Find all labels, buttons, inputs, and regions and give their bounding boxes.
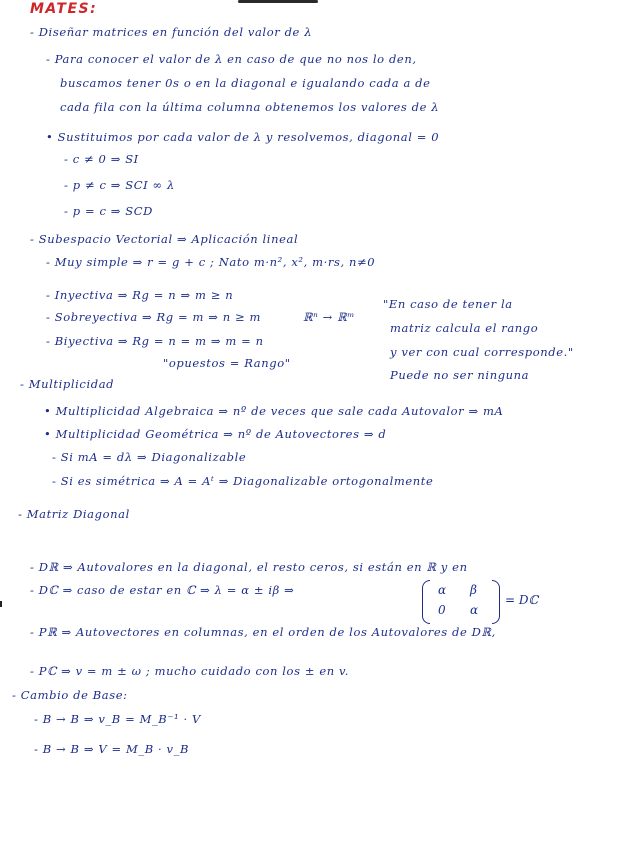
line-matriz-diagonal: - Matriz Diagonal	[18, 507, 130, 521]
line-para-conocer: - Para conocer el valor de λ en caso de que no nos lo den,	[46, 52, 417, 66]
line-case-si: - c ≠ 0 ⇒ SI	[64, 152, 139, 166]
line-subespacio: - Subespacio Vectorial ⇒ Aplicación lineal	[30, 232, 299, 246]
matrix-left-bracket	[422, 580, 430, 624]
line-biyectiva: - Biyectiva ⇒ Rg = n = m ⇒ m = n	[46, 334, 264, 348]
line-case-scd: - p = c ⇒ SCD	[64, 204, 153, 218]
line-diagonalizar: - Diseñar matrices en función del valor de λ	[30, 25, 313, 39]
line-pc: - Pℂ ⇒ v = m ± ω ; mucho cuidado con los ± en v.	[30, 664, 349, 678]
matrix-cell-c: 0	[438, 603, 446, 617]
matrix-cell-d: α	[470, 603, 479, 617]
line-case-sci: - p ≠ c ⇒ SCI ∞ λ	[64, 178, 175, 192]
line-muy-simple: - Muy simple ⇒ r = g + c ; Nato m·n², x², m·rs, n≠0	[46, 255, 376, 269]
matrix-cell-a: α	[438, 583, 447, 597]
line-mult-algebraica: • Multiplicidad Algebraica ⇒ nº de veces que sale cada Autovalor ⇒ mA	[44, 404, 504, 418]
line-cambio-base: - Cambio de Base:	[12, 688, 128, 702]
line-sobreyectiva: - Sobreyectiva ⇒ Rg = m ⇒ n ≥ m	[46, 310, 262, 324]
page-title: MATES:	[30, 1, 98, 17]
line-base-backward: - B → B ⇒ V = M_B · v_B	[34, 742, 190, 756]
line-si-simetrica: - Si es simétrica ⇒ A = Aᵗ ⇒ Diagonalizable ortogonalmente	[52, 474, 434, 488]
top-ink-stroke	[238, 0, 318, 3]
line-base-forward: - B → B ⇒ v_B = M_B⁻¹ · V	[34, 712, 201, 726]
line-opuestos: "opuestos = Rango"	[163, 356, 291, 370]
line-si-ma: - Si mA = dλ ⇒ Diagonalizable	[52, 450, 247, 464]
line-matriz-calcula: matriz calcula el rango	[390, 321, 539, 335]
line-buscamos: buscamos tener 0s o en la diagonal e igualando cada a de	[60, 76, 431, 90]
line-pr: - Pℝ ⇒ Autovectores en columnas, en el orden de los Autovalores de Dℝ,	[30, 625, 496, 639]
matrix-dc	[422, 580, 500, 622]
line-dr: - Dℝ ⇒ Autovalores en la diagonal, el resto ceros, si están en ℝ y en	[30, 560, 468, 574]
line-mult-geometrica: • Multiplicidad Geométrica ⇒ nº de Autovectores ⇒ d	[44, 427, 387, 441]
line-rn-rm: ℝⁿ → ℝᵐ	[303, 310, 355, 324]
line-inyectiva: - Inyectiva ⇒ Rg = n ⇒ m ≥ n	[46, 288, 234, 302]
line-en-caso: "En caso de tener la	[383, 297, 513, 311]
matrix-cell-b: β	[470, 583, 477, 597]
matrix-suffix: = Dℂ	[505, 593, 539, 607]
matrix-right-bracket	[492, 580, 500, 624]
line-dc: - Dℂ ⇒ caso de estar en ℂ ⇒ λ = α ± iβ ⇒	[30, 583, 295, 597]
line-sustituimos: • Sustituimos por cada valor de λ y resolvemos, diagonal = 0	[46, 130, 440, 144]
line-puede-no: Puede no ser ninguna	[390, 368, 530, 382]
line-ver-con: y ver con cual corresponde."	[390, 345, 574, 359]
line-multiplicidad: - Multiplicidad	[20, 377, 115, 391]
line-cada-fila: cada fila con la última columna obtenemos los valores de λ	[60, 100, 440, 114]
margin-mark	[0, 601, 2, 607]
